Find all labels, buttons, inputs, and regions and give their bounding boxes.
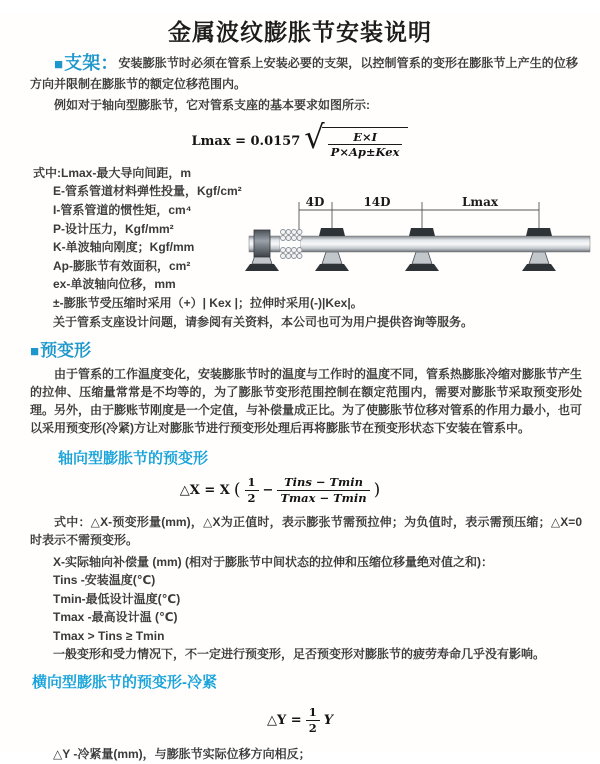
definition-line: Tmax -最高设计温 (℃) [53, 610, 178, 625]
section-marker-icon: ■ [54, 56, 64, 73]
fraction-denominator: 2 [308, 720, 317, 735]
lateral-formula [0, 705, 600, 735]
support-intro-paragraph [30, 53, 578, 95]
support-example-paragraph: 例如对于轴向型膨胀节，它对管系支座的基本要求如图所示: [54, 98, 370, 112]
support-section-heading [54, 53, 118, 73]
lmax-formula-lhs: Lmax = 0.0157 [191, 133, 301, 149]
sqrt-glyph-icon: √ [304, 118, 325, 156]
fraction-numerator: 1 [306, 705, 320, 720]
lateral-explain-line: △Y -冷紧量(mm)，与膨胀节实际位移方向相反； [53, 747, 311, 762]
predeform-heading-label: 预变形 [40, 340, 92, 360]
fraction-numerator: Tins − Tmin [277, 475, 369, 490]
section-marker-icon: ■ [30, 342, 40, 360]
close-paren: ) [373, 480, 381, 501]
support-saddles [319, 228, 552, 236]
predeform-paragraph: 由于管系的工作温度变化，安装膨胀节时的温度与工作时的温度不同，管系热膨胀冷缩对膨胀节产生的拉伸、压缩量常常是不均等的，为了膨胀节变形范围控制在额定范围内，需要对膨胀节采取预变形处理。另外，由于膨账节刚度是一个定值，与补偿量成正比。为了使膨胀节位移对管系的作用力最小，也可以采用预变形(冷紧)方让对膨胀节进行预变形处理后再将膨胀节在预变形状态下安装在管系中。 [30, 366, 583, 436]
lateral-subtitle: 横向型膨胀节的预变形-冷紧 [32, 674, 217, 692]
dim-label-4d: 4D [305, 194, 325, 209]
axial-formula [0, 475, 560, 505]
definition-line: 一般变形和受力情况下，不一定进行预变形，足否预变形对膨胀节的疲劳寿命几乎没有影响。 [53, 646, 546, 661]
lmax-formula [0, 118, 600, 160]
document-page [0, 14, 600, 762]
fraction-denominator: Tmax − Tmin [280, 490, 367, 505]
definition-line: ±-膨胀节受压缩时采用（+）| Kex |；拉伸时采用(-)|Kex|。 [53, 295, 363, 310]
support-definitions-section [0, 164, 600, 332]
definition-line: X-实际轴向补偿量 (mm) (相对于膨胀节中间状态的拉伸和压缩位移量绝对值之和)： [53, 554, 493, 569]
dim-label-lmax: Lmax [461, 194, 499, 209]
axial-formula-lhs: △X = X [179, 482, 230, 498]
lmax-formula-fraction [328, 130, 403, 160]
definition-line: Tins -安装温度(℃) [53, 573, 156, 588]
pipe-support-diagram [242, 194, 594, 278]
half-fraction [306, 705, 320, 735]
support-note: 关于管系支座设计问题，请参阅有关资料，本公司也可为用户提供咨询等服务。 [53, 314, 474, 329]
support-heading-label: 支架： [64, 53, 119, 73]
fraction-numerator: 1 [245, 475, 259, 490]
lateral-formula-rhs: Y [323, 712, 333, 728]
definition-line: I-管系管道的惯性矩，cm⁴ [53, 202, 192, 217]
lateral-formula-lhs: △Y = [267, 712, 302, 728]
definition-line: Tmax > Tins ≥ Tmin [53, 628, 165, 643]
axial-definitions [0, 553, 600, 663]
half-fraction [245, 475, 259, 505]
definition-line: Tmin-最低设计温度(℃) [53, 591, 181, 606]
fraction-denominator: 2 [247, 490, 256, 505]
predeform-section-heading [30, 340, 600, 363]
definition-line: K-单波轴向刚度；Kgf/mm [53, 240, 195, 255]
definition-line: ex-单波轴向位移，mm [53, 277, 176, 292]
dim-label-14d: 14D [363, 194, 391, 209]
radical-sign [304, 118, 408, 160]
fraction-denominator: P×Ap±Kex [330, 145, 400, 160]
axial-explain-paragraph: 式中：△X-预变形量(mm)，△X为正值时，表示膨张节需预拉伸；为负值时，表示需预压缩；△X=0时表示不需预变形。 [30, 515, 582, 548]
support-intro-text: 安装膨胀节时必须在管系上安装必要的支架，以控制管系的变形在膨胀节上产生的位移方向并限制在膨胀节的额定位移范围内。 [30, 56, 578, 91]
anchor-block [254, 230, 270, 257]
definition-line: P-设计压力，Kgf/mm² [53, 221, 174, 236]
definition-line: Ap-膨胀节有效面积，cm² [53, 258, 191, 273]
axial-subtitle: 轴向型膨胀节的预变形 [58, 450, 209, 468]
pipe-main [300, 236, 590, 252]
pipe-support-diagram-svg [242, 194, 594, 278]
temperature-fraction [277, 475, 369, 505]
page-title: 金属波纹膨胀节安装说明 [168, 19, 432, 45]
definition-line: 式中:Lmax-最大导向间距，m [33, 165, 192, 180]
fraction-numerator: E×I [328, 130, 403, 145]
definition-line: E-管系管道材料弹性投量，Kgf/cm² [53, 184, 242, 199]
minus-sign: − [262, 482, 274, 498]
open-paren: ( [233, 480, 241, 501]
